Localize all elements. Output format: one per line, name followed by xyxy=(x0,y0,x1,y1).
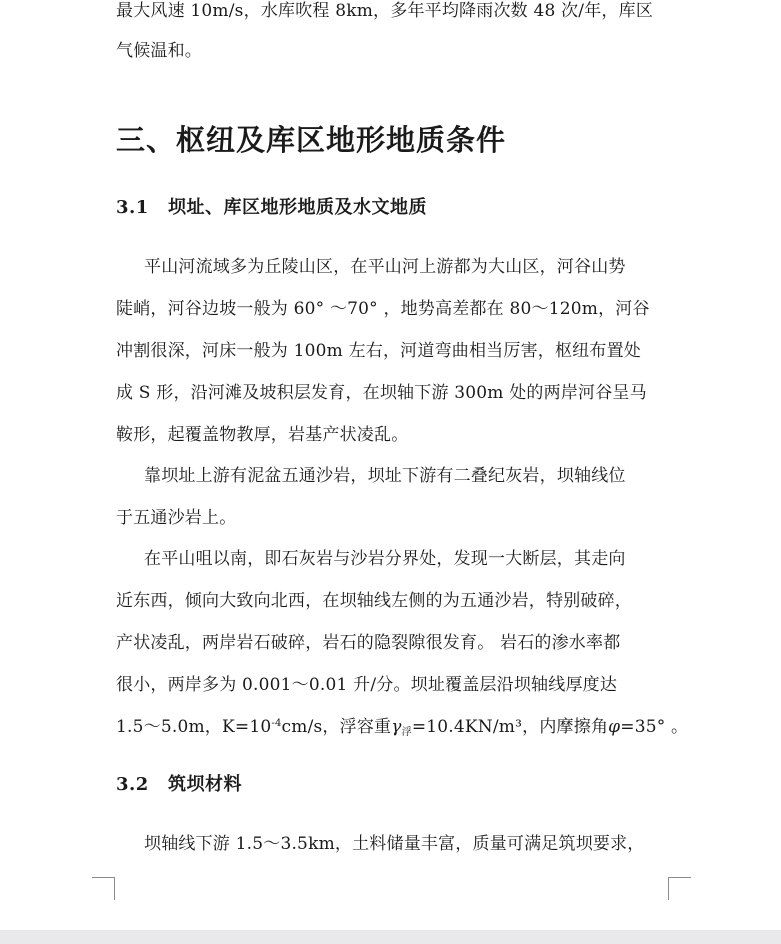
formula-text: =35° 。 xyxy=(620,717,689,737)
body-text-line: 在平山咀以南，即石灰岩与沙岩分界处，发现一大断层，其走向 xyxy=(144,549,626,569)
page-margin-corner-right xyxy=(668,877,691,900)
section-heading-3-1 xyxy=(116,196,427,220)
body-text-line: 产状凌乱，两岸岩石破碎，岩石的隐裂隙很发育。 岩石的渗水率都 xyxy=(116,633,621,653)
formula-text: 1.5～5.0m，K=10 xyxy=(116,717,272,737)
body-text-line: 鞍形，起覆盖物教厚，岩基产状凌乱。 xyxy=(116,425,409,445)
body-text-line: 气候温和。 xyxy=(116,41,202,61)
page-margin-corner-left xyxy=(92,877,115,900)
gamma-symbol: γ xyxy=(391,717,402,737)
formula-text: cm/s，浮容重 xyxy=(281,717,392,737)
section-heading-3-2 xyxy=(116,773,242,797)
section-title: 筑坝材料 xyxy=(168,774,242,795)
body-text-line: 陡峭，河谷边坡一般为 60° ～70° ，地势高差都在 80～120m，河谷 xyxy=(116,299,650,319)
exponent: -4 xyxy=(271,718,282,729)
page-gap xyxy=(0,930,781,944)
formula-text: =10.4KN/m³，内摩擦角 xyxy=(411,717,609,737)
gamma-subscript: 浮 xyxy=(401,727,412,738)
chapter-heading: 三、枢纽及库区地形地质条件 xyxy=(116,123,507,157)
phi-symbol: φ xyxy=(608,717,621,737)
section-title: 坝址、库区地形地质及水文地质 xyxy=(168,197,427,218)
body-text-line: 近东西，倾向大致向北西，在坝轴线左侧的为五通沙岩，特别破碎， xyxy=(116,591,632,611)
formula-text-line xyxy=(116,716,689,738)
body-text-line: 靠坝址上游有泥盆五通沙岩，坝址下游有二叠纪灰岩，坝轴线位 xyxy=(144,466,626,486)
body-text-line: 最大风速 10m/s，水库吹程 8km，多年平均降雨次数 48 次/年，库区 xyxy=(116,1,654,21)
body-text-line: 成 S 形，沿河滩及坡积层发育，在坝轴下游 300m 处的两岸河谷呈马 xyxy=(116,383,647,403)
body-text-line: 于五通沙岩上。 xyxy=(116,508,237,528)
body-text-line: 很小，两岸多为 0.001～0.01 升/分。坝址覆盖层沿坝轴线厚度达 xyxy=(116,675,618,695)
section-number: 3.2 xyxy=(116,774,149,795)
section-number: 3.1 xyxy=(116,197,149,218)
body-text-line: 平山河流域多为丘陵山区，在平山河上游都为大山区，河谷山势 xyxy=(144,257,626,277)
body-text-line: 坝轴线下游 1.5～3.5km，土料储量丰富，质量可满足筑坝要求， xyxy=(144,834,645,854)
body-text-line: 冲割很深，河床一般为 100m 左右，河道弯曲相当厉害，枢纽布置处 xyxy=(116,341,641,361)
